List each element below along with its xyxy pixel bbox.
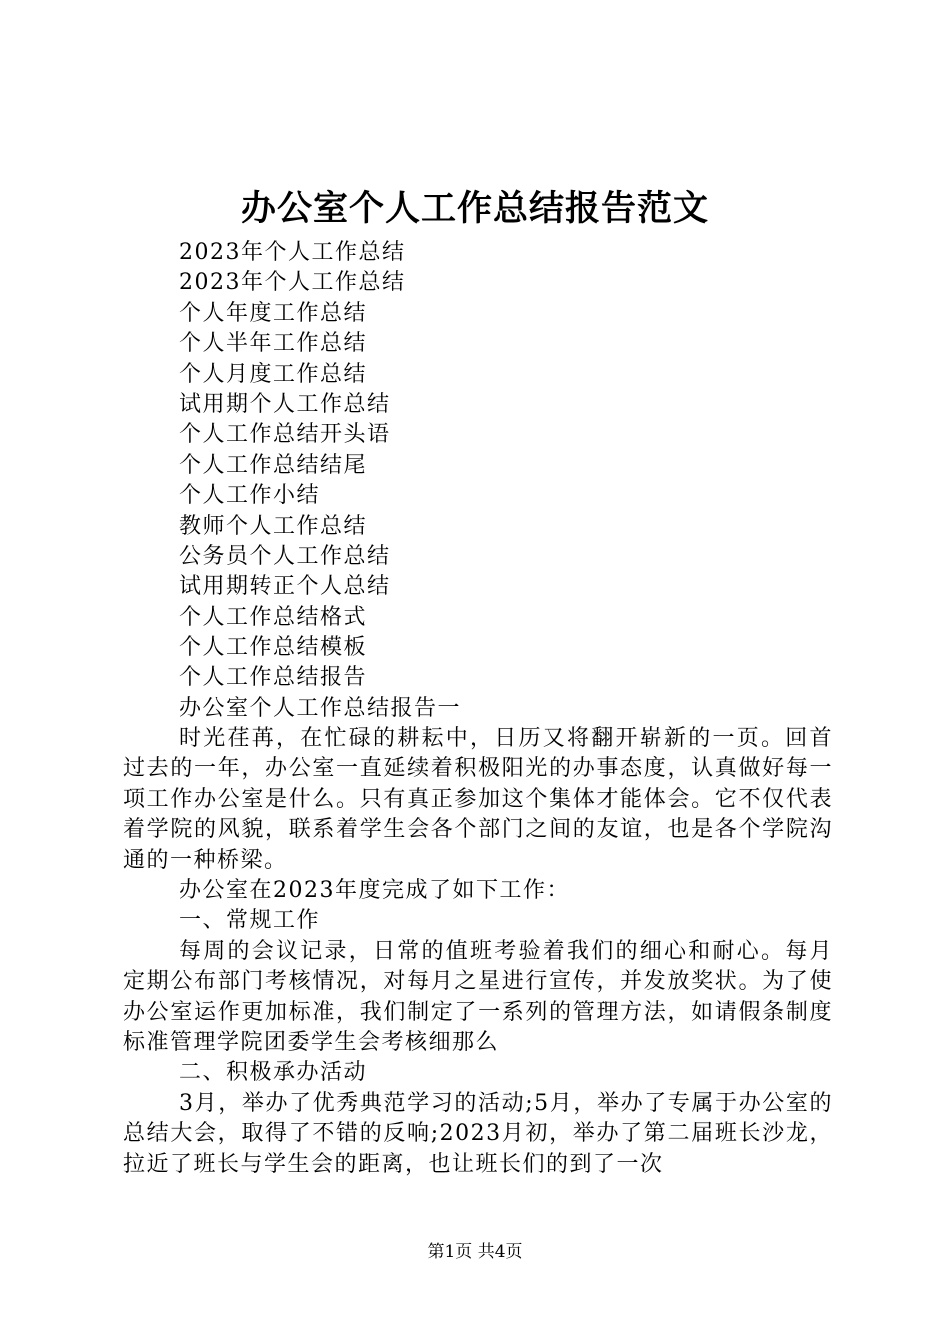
document-body: [123, 724, 833, 1180]
page-number-footer: 第1页 共4页: [427, 1242, 523, 1262]
list-item: 2023年个人工作总结: [179, 270, 406, 296]
list-item: 个人工作总结结尾: [179, 452, 368, 478]
section-heading-routine-work: 一、常规工作: [179, 908, 321, 934]
list-item: 个人月度工作总结: [179, 361, 368, 387]
list-item: 个人工作总结开头语: [179, 422, 391, 448]
related-titles-list: [179, 238, 461, 724]
list-item: 试用期转正个人总结: [179, 574, 391, 600]
list-item: 个人工作小结: [179, 483, 321, 509]
list-item: 试用期个人工作总结: [179, 391, 391, 417]
list-item: 个人半年工作总结: [179, 331, 368, 357]
paragraph-summary-lead: 办公室在2023年度完成了如下工作：: [179, 878, 570, 904]
list-item: 个人工作总结模板: [179, 635, 368, 661]
list-item: 个人年度工作总结: [179, 300, 368, 326]
paragraph-intro: 时光荏苒，在忙碌的耕耘中，日历又将翻开崭新的一页。回首过去的一年，办公室一直延续着积极阳光的办事态度，认真做好每一项工作办公室是什么。只有真正参加这个集体才能体会。它不仅代表着学院的风貌，联系着学生会各个部门之间的友谊，也是各个学院沟通的一种桥梁。: [123, 726, 833, 873]
document-title: 办公室个人工作总结报告范文: [240, 188, 709, 229]
list-item: 教师个人工作总结: [179, 513, 368, 539]
list-item: 个人工作总结格式: [179, 604, 368, 630]
paragraph-activities: 3月，举办了优秀典范学习的活动;5月，举办了专属于办公室的总结大会，取得了不错的反响;2023月初，举办了第二届班长沙龙，拉近了班长与学生会的距离，也让班长们的到了一次: [123, 1090, 833, 1177]
list-item: 个人工作总结报告: [179, 665, 368, 691]
section-heading-activities: 二、积极承办活动: [179, 1060, 368, 1086]
list-item: 办公室个人工作总结报告一: [179, 695, 462, 721]
list-item: 公务员个人工作总结: [179, 543, 391, 569]
list-item: 2023年个人工作总结: [179, 240, 406, 265]
paragraph-routine-work: 每周的会议记录，日常的值班考验着我们的细心和耐心。每月定期公布部门考核情况，对每月之星进行宣传，并发放奖状。为了使办公室运作更加标准，我们制定了一系列的管理方法，如请假条制度标准管理学院团委学生会考核细那么: [123, 938, 833, 1056]
